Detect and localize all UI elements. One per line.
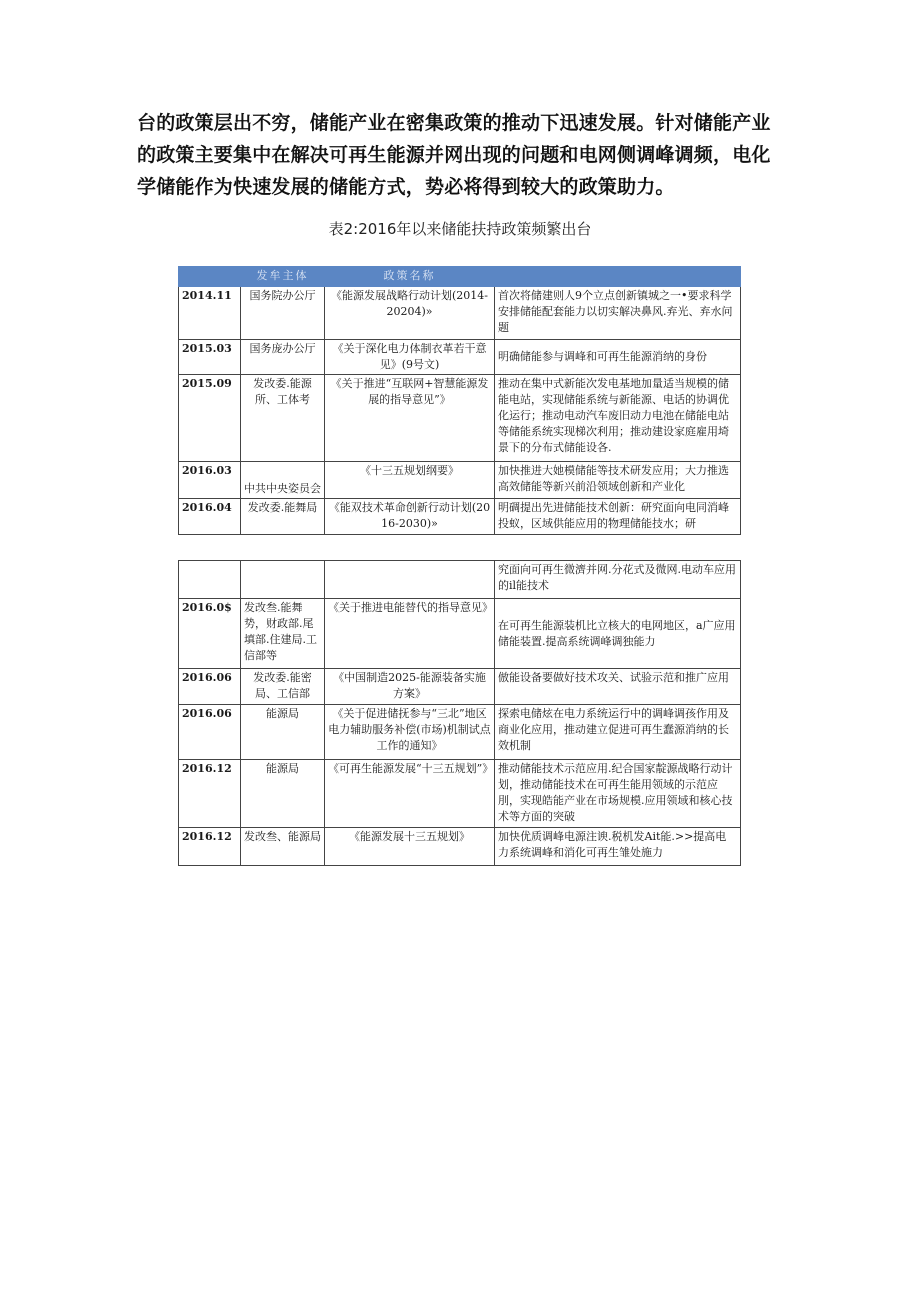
row-description: 推动储能技术示范应用.纪合国家靛源战略行动计划，推动储能技术在可再生能用领域的示范应刖，实现皓能产业在市场规模.应用领域和核心技术等方面的突破 <box>495 760 741 828</box>
row-policy: 《能源发展战略行动计划(2014-20204)» <box>325 287 495 340</box>
row-issuer: 发改叁、能源局 <box>241 828 325 866</box>
intro-paragraph: 台的政策层出不穷，储能产业在密集政策的推动下迅速发展。针对储能产业的政策主要集中在解决可再生能源并网出现的问题和电网侧调峰调频，电化学储能作为快速发展的储能方式，势必将得到较大的政策助力。 <box>137 112 771 198</box>
header-issuer: 发牟主体 <box>241 267 325 287</box>
row-policy: 《可再生能源发展“十三五规划”》 <box>325 760 495 828</box>
table-row <box>179 599 741 669</box>
row-date: 2016.04 <box>179 499 241 535</box>
row-description: 首次将储建则人9个立点创新镇城之一•要求科学安排储能配套能力以切实解决鼻风.弃光、弃水问题 <box>495 287 741 340</box>
row-date: 2016.03 <box>179 462 241 499</box>
row-description: 明碉提出先进储能技术创新：研究面向电同消峰投蚁，区域供能应用的物理储能技水；研 <box>495 499 741 535</box>
row-policy: 《中国制造2025-能源装备实施方案》 <box>325 669 495 705</box>
row-policy: 《关于推进电能替代的指导意见》 <box>325 599 495 669</box>
row-policy <box>325 561 495 599</box>
row-issuer: 发改委.能源所、工体考 <box>241 375 325 462</box>
table-row <box>179 669 741 705</box>
row-policy: 《能源发展十三五规划》 <box>325 828 495 866</box>
row-date <box>179 561 241 599</box>
row-issuer: 发改委.能密局、工信部 <box>241 669 325 705</box>
row-issuer: 国务院办公厅 <box>241 287 325 340</box>
row-date: 2016.06 <box>179 669 241 705</box>
policy-table-part-2 <box>178 560 741 866</box>
row-description: 究面向可再生微濟并网.分花式及微网.电动车应用的il能技术 <box>495 561 741 599</box>
row-issuer: 发改叁.能舞势，财政部.尾填部.住建局.工信部等 <box>241 599 325 669</box>
row-date: 2014.11 <box>179 287 241 340</box>
row-description: 加快优质调峰电源注谀.税机发Ait能.>>提高电力系统调峰和消化可再生雏处施力 <box>495 828 741 866</box>
row-description: 推动在集中式新能次发电基地加量适当规模的储能电站，实现储能系统与新能源、电话的协调优化运行；推动电动汽车废旧动力电池在储能电站等储能系统实现梯次利用；推动建设家庭雇用埼景下的分布式储能设各. <box>495 375 741 462</box>
row-description: 倣能设备要做好技术攻关、试验示范和推广应用 <box>495 669 741 705</box>
row-issuer: 发改委.能舞局 <box>241 499 325 535</box>
row-date: 2015.09 <box>179 375 241 462</box>
row-issuer: 中共中央姿员会 <box>241 462 325 499</box>
header-date <box>179 267 241 287</box>
table-header-row <box>179 267 741 287</box>
row-policy: 《能双技术革命创新行动计划(2016-2030)» <box>325 499 495 535</box>
row-policy: 《关于促进储抚参与“三北”地区电力辅助服务补偿(市场)机制试点工作的通知》 <box>325 705 495 760</box>
table-row <box>179 340 741 375</box>
header-description <box>495 267 741 287</box>
row-date: 2016.0$ <box>179 599 241 669</box>
row-date: 2016.12 <box>179 828 241 866</box>
table-caption: 表2:2016年以来储能扶持政策频繁出台 <box>328 220 592 238</box>
table-row <box>179 499 741 535</box>
policy-table-part-1 <box>178 266 741 535</box>
table-row <box>179 705 741 760</box>
table-row <box>179 287 741 340</box>
row-date: 2016.06 <box>179 705 241 760</box>
row-description: 明确储能参与调峰和可再生能源消纳的身份 <box>495 340 741 375</box>
row-description: 在可再生能源装机比立核大的电网地区，a广应用储能装置.提高系统调峰调独能力 <box>495 599 741 669</box>
row-date: 2016.12 <box>179 760 241 828</box>
table-row <box>179 561 741 599</box>
header-policy-name: 政策名称 <box>325 267 495 287</box>
row-policy: 《关于深化电力体制衣革若干意见》(9号文) <box>325 340 495 375</box>
row-description: 探索电储炫在电力系统运行中的调峰调孩作用及商业化应用，推动建立促进可再生蠢源消纳的长效机制 <box>495 705 741 760</box>
row-issuer: 国务庞办公厅 <box>241 340 325 375</box>
row-description: 加快推进大她模储能等技术研发应用；大力推选高效储能等新兴前沿领域创新和产业化 <box>495 462 741 499</box>
table-row <box>179 760 741 828</box>
row-issuer <box>241 561 325 599</box>
row-date: 2015.03 <box>179 340 241 375</box>
table-row <box>179 462 741 499</box>
table-row <box>179 375 741 462</box>
row-policy: 《十三五规划纲要》 <box>325 462 495 499</box>
row-issuer: 能源局 <box>241 705 325 760</box>
row-policy: 《关于推进“互联网+智慧能源发展的指导意见”》 <box>325 375 495 462</box>
row-issuer: 能源局 <box>241 760 325 828</box>
table-row <box>179 828 741 866</box>
